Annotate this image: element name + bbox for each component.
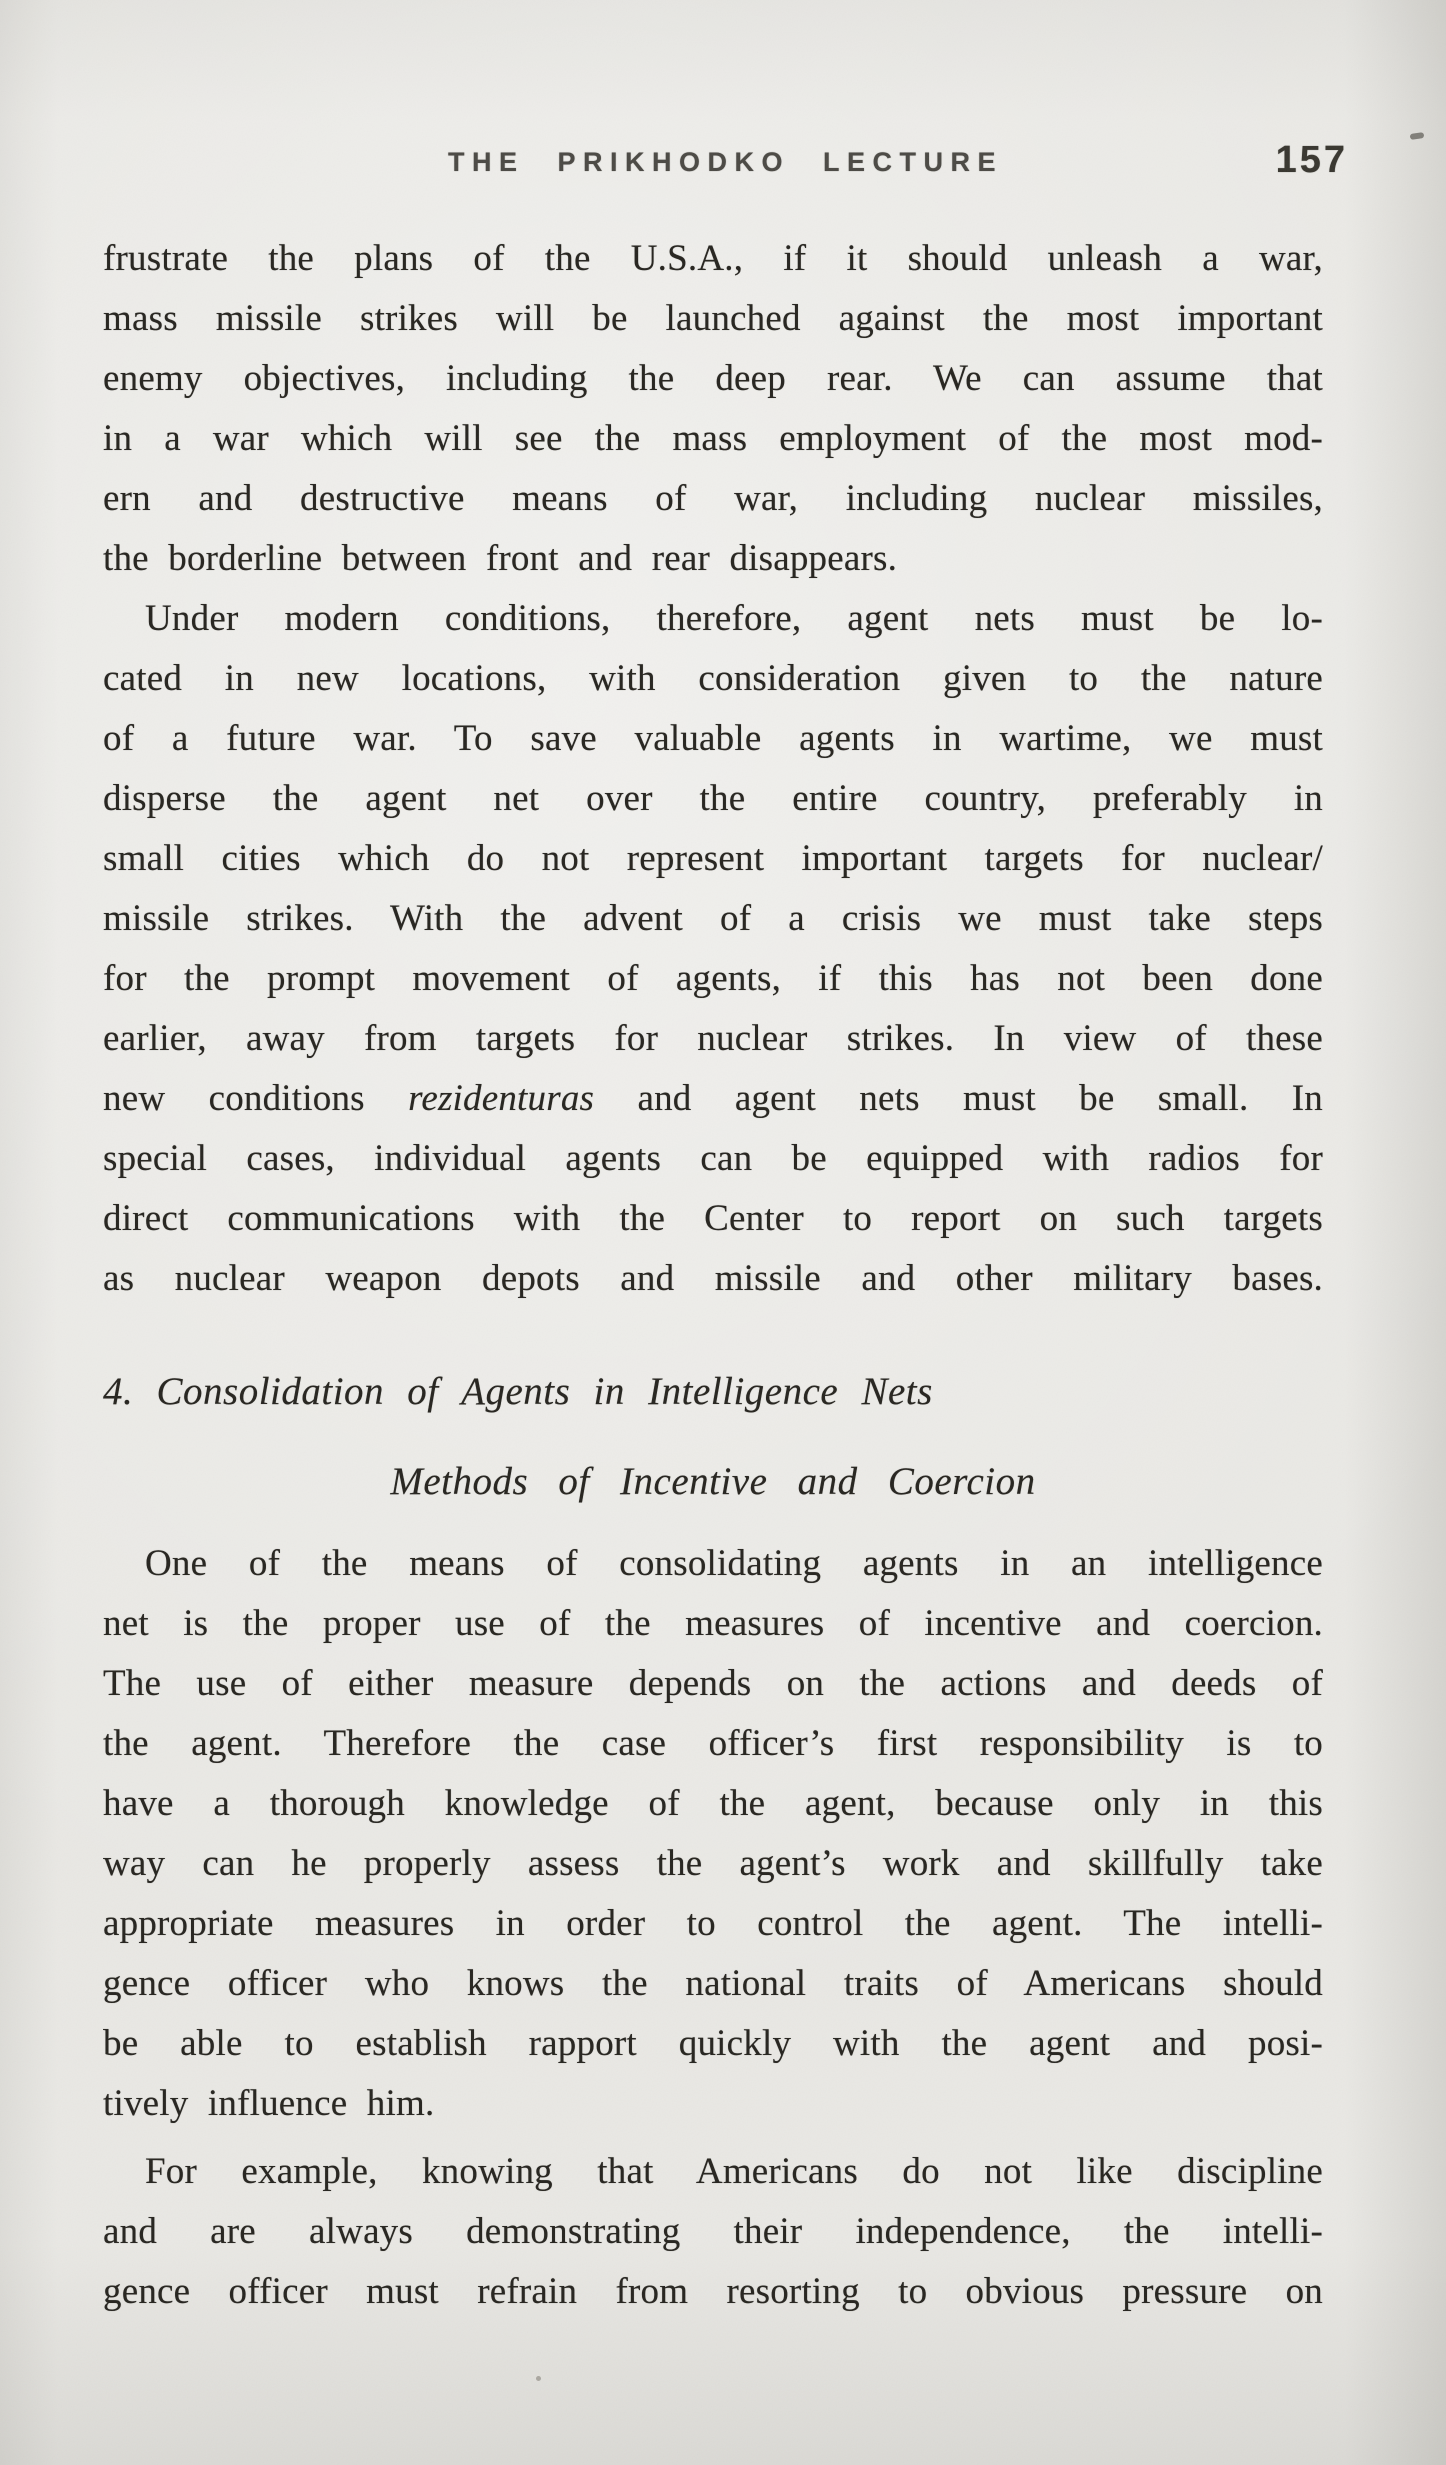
page-number: 157 [1275,139,1348,181]
line-segment: new conditions [103,1078,409,1119]
text-line: special cases, individual agents can be equipped with radios for [103,1138,1323,1179]
text-line: missile strikes. With the advent of a crisis we must take steps [103,898,1323,939]
text-line: net is the proper use of the measures of incentive and coercion. [103,1603,1323,1644]
running-header [103,141,1348,187]
text-line: Under modern conditions, therefore, agent nets must be lo- [145,598,1323,639]
paragraph-3 [103,1534,1323,2134]
text-line: frustrate the plans of the U.S.A., if it should unleash a war, [103,238,1323,279]
text-line: way can he properly assess the agent’s work and skillfully take [103,1843,1323,1884]
text-line: enemy objectives, including the deep rear. We can assume that [103,358,1323,399]
text-line: of a future war. To save valuable agents in wartime, we must [103,718,1323,759]
text-line: gence officer who knows the national traits of Americans should [103,1963,1323,2004]
paragraph-2-part-a [103,589,1323,1069]
text-line: direct communications with the Center to report on such targets [103,1198,1323,1239]
italic-term: rezidenturas [408,1078,595,1119]
paragraph-2 [103,589,1323,1309]
text-line: For example, knowing that Americans do not like discipline [145,2151,1323,2192]
page-body [103,229,1323,2322]
text-line: tively influence him. [103,2083,435,2124]
header-title: THE PRIKHODKO LECTURE [447,147,1004,177]
text-line: earlier, away from targets for nuclear strikes. In view of these [103,1018,1323,1059]
line-segment: and agent nets must be small. In [594,1078,1323,1119]
text-line: and are always demonstrating their independence, the intelli- [103,2211,1323,2252]
text-line: mass missile strikes will be launched against the most important [103,298,1323,339]
text-line: as nuclear weapon depots and missile and other military bases. [103,1258,1323,1299]
text-line: gence officer must refrain from resorting to obvious pressure on [103,2271,1323,2312]
section-heading: 4. Consolidation of Agents in Intelligence Nets [103,1370,933,1413]
text-line: cated in new locations, with consideration given to the nature [103,658,1323,699]
paragraph-1 [103,229,1323,589]
text-line: have a thorough knowledge of the agent, because only in this [103,1783,1323,1824]
text-line: The use of either measure depends on the actions and deeds of [103,1663,1323,1704]
text-line: the agent. Therefore the case officer’s first responsibility is to [103,1723,1323,1764]
scan-speck-dash [1410,132,1425,140]
text-line: ern and destructive means of war, including nuclear missiles, [103,478,1323,519]
text-line: in a war which will see the mass employment of the most mod- [103,418,1323,459]
text-line: small cities which do not represent important targets for nuclear/ [103,838,1323,879]
text-line: disperse the agent net over the entire country, preferably in [103,778,1323,819]
scan-speck-dot [536,2376,541,2381]
text-line: appropriate measures in order to control the agent. The intelli- [103,1903,1323,1944]
paragraph-4 [103,2142,1323,2322]
text-line: the borderline between front and rear disappears. [103,538,898,579]
paragraph-2-part-b [103,1129,1323,1309]
text-line-with-italic [103,1069,1323,1129]
text-line: for the prompt movement of agents, if this has not been done [103,958,1323,999]
text-line: be able to establish rapport quickly with the agent and posi- [103,2023,1323,2064]
sub-heading: Methods of Incentive and Coercion [390,1460,1036,1503]
text-line: One of the means of consolidating agents in an intelligence [145,1543,1323,1584]
